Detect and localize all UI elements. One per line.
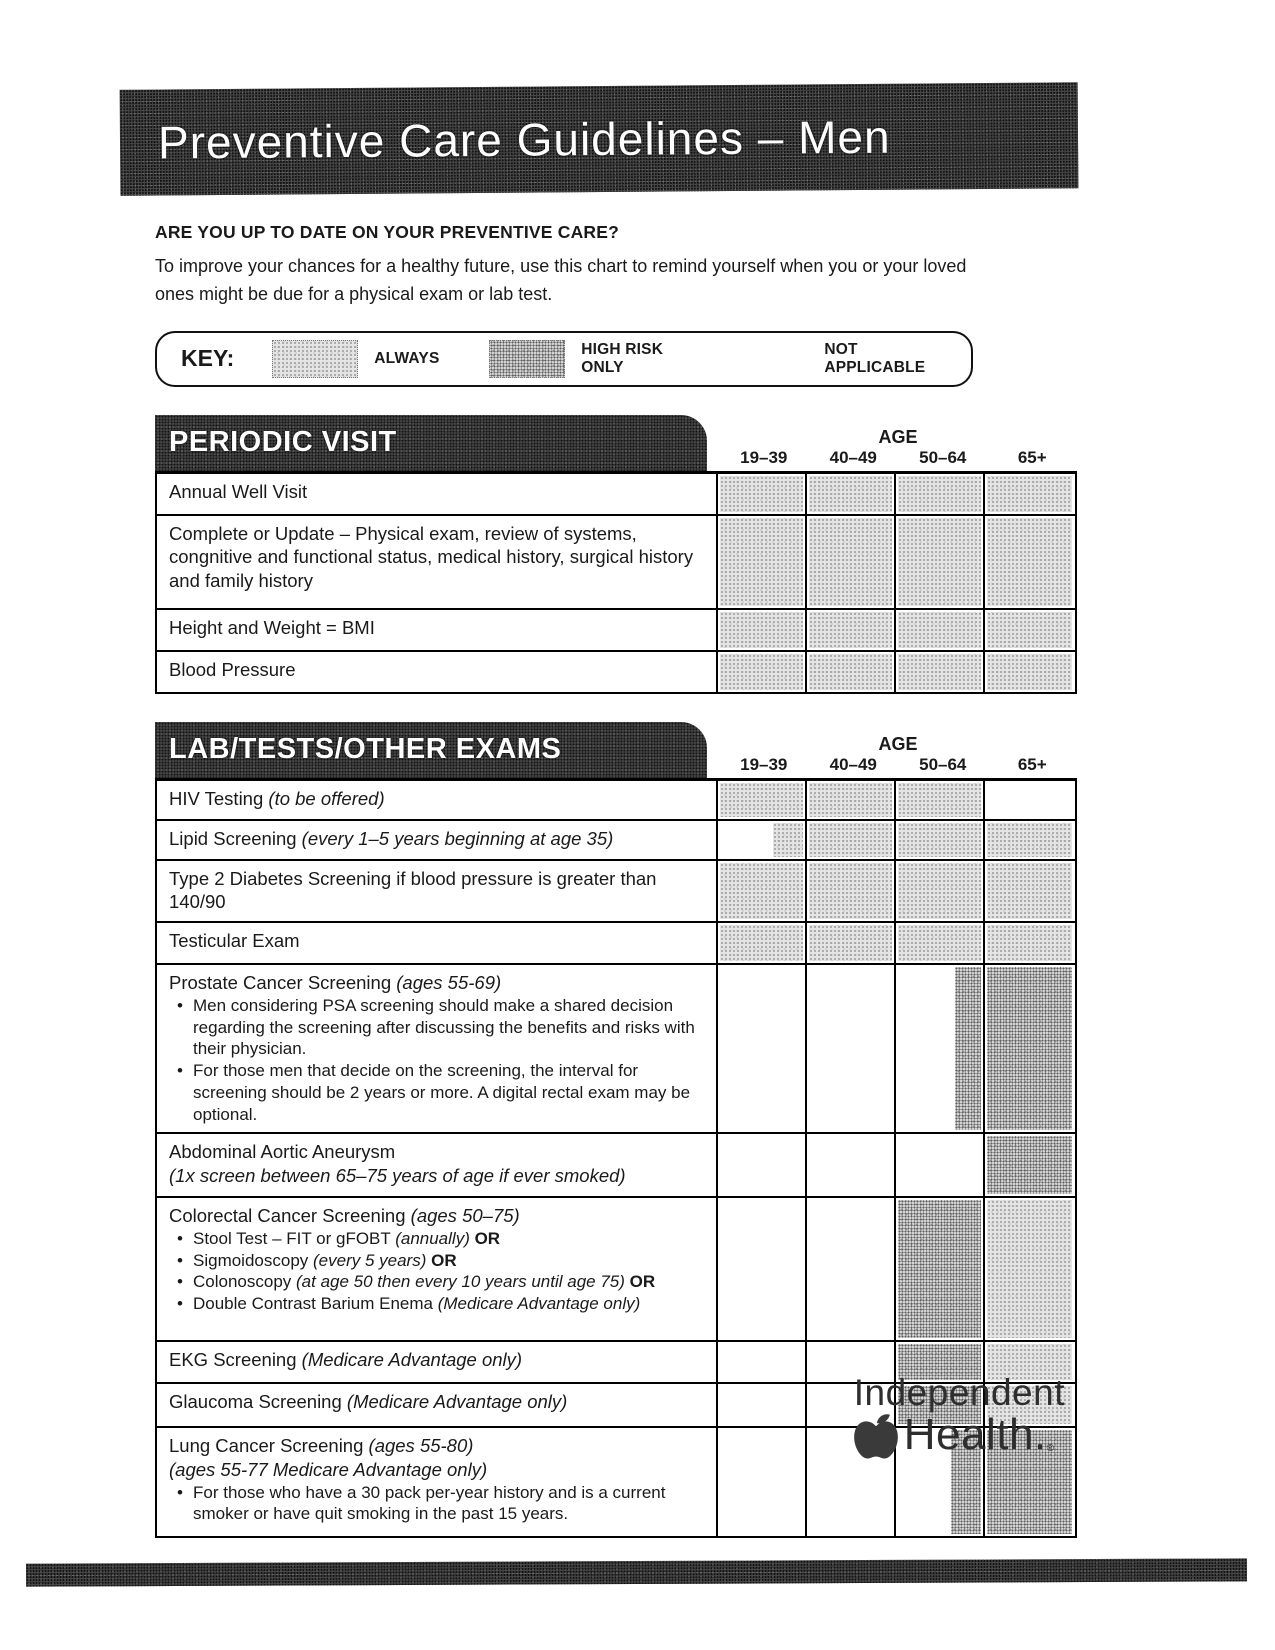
age-cell-none (718, 1198, 807, 1340)
table-row (157, 921, 1075, 963)
row-label: Annual Well Visit (157, 474, 718, 514)
key-item-high-risk (489, 340, 694, 378)
age-cell-always (807, 861, 896, 921)
row-label: Lipid Screening (every 1–5 years beginning at age 35) (157, 821, 718, 859)
high-risk-swatch-icon (489, 340, 565, 378)
table-row (157, 650, 1075, 692)
table-row (157, 963, 1075, 1132)
page-title: Preventive Care Guidelines – Men (157, 110, 891, 169)
age-cell-high (985, 965, 1074, 1132)
section-title: LAB/TESTS/OTHER EXAMS (169, 733, 562, 766)
age-cell-high (985, 1134, 1074, 1196)
age-cell-always (896, 610, 985, 650)
row-label: Lung Cancer Screening (ages 55-80) (ages 55-77 Medicare Advantage only) • For those who have a 30 pack per-year history and is a current smoker or have quit smoking in the past 15 years. (157, 1428, 718, 1536)
age-header (719, 734, 1077, 778)
age-cell-always (985, 923, 1074, 963)
always-swatch-icon (272, 340, 358, 378)
row-label: Height and Weight = BMI (157, 610, 718, 650)
guideline-table (155, 471, 1077, 694)
row-label: Prostate Cancer Screening (ages 55-69) • Men considering PSA screening should make a shared decision regarding the screening after discussing the benefits and risks with their physician. • For those men that decide on the screening, the interval for screening should be 2 years or more. A digital rectal exam may be optional. (157, 965, 718, 1132)
age-cell-none (718, 1342, 807, 1382)
section-title: PERIODIC VISIT (169, 426, 397, 459)
age-cell-always (985, 652, 1074, 692)
age-cell-always (718, 610, 807, 650)
age-cell-always (896, 923, 985, 963)
age-cell-always (718, 474, 807, 514)
age-cell-always (718, 861, 807, 921)
age-cell-none (807, 1198, 896, 1340)
table-row (157, 474, 1075, 514)
age-cell-always (807, 923, 896, 963)
table-row (157, 1132, 1075, 1196)
age-cell-always (896, 474, 985, 514)
age-cell-always (807, 610, 896, 650)
age-cell-none (896, 1134, 985, 1196)
age-cell-always (985, 516, 1074, 608)
age-cell-always (896, 821, 985, 859)
table-row (157, 514, 1075, 608)
age-cell-always (807, 516, 896, 608)
age-title: AGE (878, 426, 918, 447)
row-label: Blood Pressure (157, 652, 718, 692)
content-area (155, 222, 1085, 1538)
table-row (157, 859, 1075, 921)
age-cell-always (718, 923, 807, 963)
age-cell-always (896, 781, 985, 819)
row-label: Abdominal Aortic Aneurysm (1x screen between 65–75 years of age if ever smoked) (157, 1134, 718, 1196)
guideline-tables (155, 415, 1085, 1539)
age-cell-always (985, 474, 1074, 514)
age-cell-always (718, 781, 807, 819)
row-label: Complete or Update – Physical exam, review of systems, congnitive and functional status, medical history, surgical history and family history (157, 516, 718, 608)
age-cell-always (718, 516, 807, 608)
title-banner (120, 82, 1079, 196)
table-row (157, 781, 1075, 819)
age-cell-always (718, 652, 807, 692)
key-item-not-applicable (824, 341, 947, 377)
age-column-label: 65+ (1017, 754, 1047, 774)
age-cell-always (807, 821, 896, 859)
section-heading: ARE YOU UP TO DATE ON YOUR PREVENTIVE CARE? (155, 222, 620, 242)
age-cell-none (807, 1134, 896, 1196)
independent-health-logo (850, 1372, 1065, 1460)
section-banner (155, 722, 707, 778)
age-cell-always (985, 821, 1074, 859)
row-label: Glaucoma Screening (Medicare Advantage only) (157, 1384, 718, 1426)
age-column-label: 40–49 (829, 754, 877, 774)
age-cell-none (718, 1384, 807, 1426)
row-label: Type 2 Diabetes Screening if blood pressure is greater than 140/90 (157, 861, 718, 921)
age-cell-always (807, 652, 896, 692)
age-cell-always (807, 474, 896, 514)
age-header (719, 427, 1077, 471)
section-0 (155, 415, 1085, 694)
logo-text-independent: Independent (853, 1372, 1065, 1413)
age-cell-none (985, 781, 1074, 819)
age-title: AGE (878, 733, 918, 754)
age-cell-always (896, 861, 985, 921)
registered-mark: ® (1046, 1443, 1055, 1454)
age-cell-always (985, 610, 1074, 650)
age-column-label: 19–39 (740, 754, 788, 774)
age-cell-always (985, 1198, 1074, 1340)
age-column-label: 65+ (1017, 447, 1047, 467)
age-cell-always (718, 821, 807, 859)
intro-text: To improve your chances for a healthy future, use this chart to remind yourself when you or your loved ones might be due for a physical exam or lab test. (155, 256, 967, 304)
table-row (157, 608, 1075, 650)
age-cell-always (896, 516, 985, 608)
age-cell-none (718, 1134, 807, 1196)
bottom-decorative-bar (26, 1558, 1247, 1586)
table-row (157, 819, 1075, 859)
row-label: HIV Testing (to be offered) (157, 781, 718, 819)
age-cell-none (718, 1428, 807, 1536)
always-label: ALWAYS (374, 349, 440, 367)
row-label: EKG Screening (Medicare Advantage only) (157, 1342, 718, 1382)
age-column-label: 40–49 (829, 447, 877, 467)
not-applicable-label: NOT APPLICABLE (824, 340, 926, 376)
row-label: Colorectal Cancer Screening (ages 50–75) • Stool Test – FIT or gFOBT (annually) OR • Sigmoidoscopy (every 5 years) OR • Colonoscopy (at age 50 then every 10 years until age 75) OR • Double Contrast Barium Enema (Medicare Advantage only) (157, 1198, 718, 1340)
section-banner (155, 415, 707, 471)
table-row (157, 1196, 1075, 1340)
row-label: Testicular Exam (157, 923, 718, 963)
age-cell-always (807, 781, 896, 819)
age-column-label: 50–64 (919, 754, 967, 774)
age-column-label: 50–64 (919, 447, 967, 467)
high-risk-label: HIGH RISK ONLY (581, 340, 664, 376)
age-cell-none (718, 965, 807, 1132)
age-cell-high (896, 965, 985, 1132)
apple-icon (850, 1410, 902, 1462)
age-cell-always (896, 652, 985, 692)
age-cell-high (896, 1198, 985, 1340)
key-label: KEY: (181, 345, 235, 372)
key-item-always (272, 340, 439, 378)
age-cell-none (807, 965, 896, 1132)
age-column-label: 19–39 (740, 447, 788, 467)
key-legend (155, 331, 973, 387)
logo-text-health: Health. (903, 1410, 1047, 1459)
age-cell-always (985, 861, 1074, 921)
